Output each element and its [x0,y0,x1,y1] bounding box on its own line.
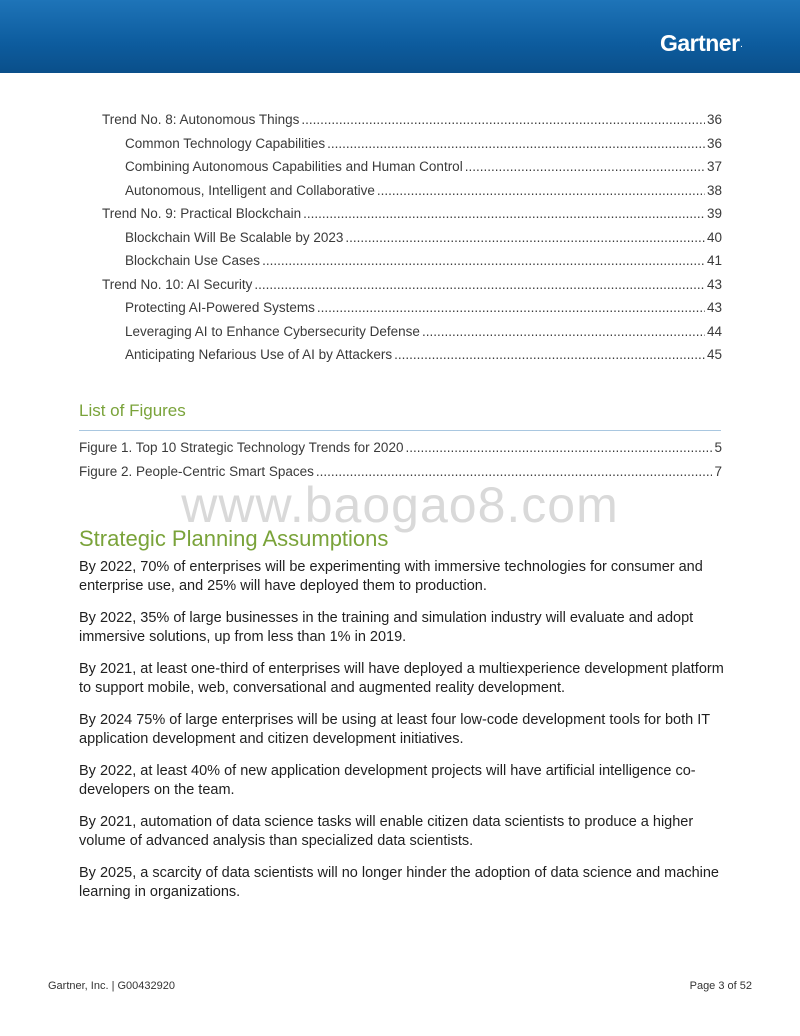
footer-document-id: Gartner, Inc. | G00432920 [48,980,175,992]
toc-entry[interactable]: Blockchain Will Be Scalable by 2023 ..... 40 [125,230,722,245]
strategic-planning-title: Strategic Planning Assumptions [79,526,389,551]
assumption-paragraph: By 2021, at least one-third of enterprises will have deployed a multiexperience development platform to support mobile, web, conversational and augmented reality development. [79,661,724,696]
assumption-paragraph: By 2022, 70% of enterprises will be experimenting with immersive technologies for consumer and enterprise use, and 25% will have deployed them to production. [79,559,703,594]
assumption-paragraph: By 2025, a scarcity of data scientists will no longer hinder the adoption of data science and machine learning in organizations. [79,865,719,900]
assumption-paragraph: By 2022, 35% of large businesses in the training and simulation industry will evaluate and adopt immersive solutions, up from less than 1% in 2019. [79,610,694,645]
toc-entry[interactable]: Trend No. 8: Autonomous Things ..... 36 [102,112,722,127]
toc-entry[interactable]: Trend No. 9: Practical Blockchain ..... 39 [102,206,722,221]
toc-entry[interactable]: Common Technology Capabilities ..... 36 [125,136,722,151]
section-divider [79,430,721,431]
header-bar [0,0,800,73]
watermark: www.baogao8.com [181,477,619,533]
toc-entry[interactable]: Protecting AI-Powered Systems ..... 43 [125,300,722,315]
figure-entry[interactable]: Figure 2. People-Centric Smart Spaces ..... 7 [79,464,722,479]
footer-page-number: Page 3 of 52 [689,980,752,992]
list-of-figures-title: List of Figures [79,401,186,420]
toc-entry[interactable]: Trend No. 10: AI Security ..... 43 [102,277,722,292]
gartner-logo: Gartner. [659,30,742,56]
toc-entry[interactable]: Combining Autonomous Capabilities and Human Control ..... 37 [125,159,722,174]
assumption-paragraph: By 2024 75% of large enterprises will be using at least four low-code development tools for both IT application development and citizen development initiatives. [79,712,710,747]
toc-entry[interactable]: Blockchain Use Cases ..... 41 [125,253,722,268]
toc-entry[interactable]: Autonomous, Intelligent and Collaborative ..... 38 [125,183,722,198]
toc-entry[interactable]: Leveraging AI to Enhance Cybersecurity Defense ..... 44 [125,324,722,339]
toc-entry[interactable]: Anticipating Nefarious Use of AI by Attackers ..... 45 [125,347,722,362]
assumption-paragraph: By 2021, automation of data science tasks will enable citizen data scientists to produce a higher volume of advanced analysis than specialized data scientists. [79,814,694,849]
figure-entry[interactable]: Figure 1. Top 10 Strategic Technology Trends for 2020 ..... 5 [79,440,722,455]
assumption-paragraph: By 2022, at least 40% of new application development projects will have artificial intelligence co-developers on the team. [79,763,696,798]
